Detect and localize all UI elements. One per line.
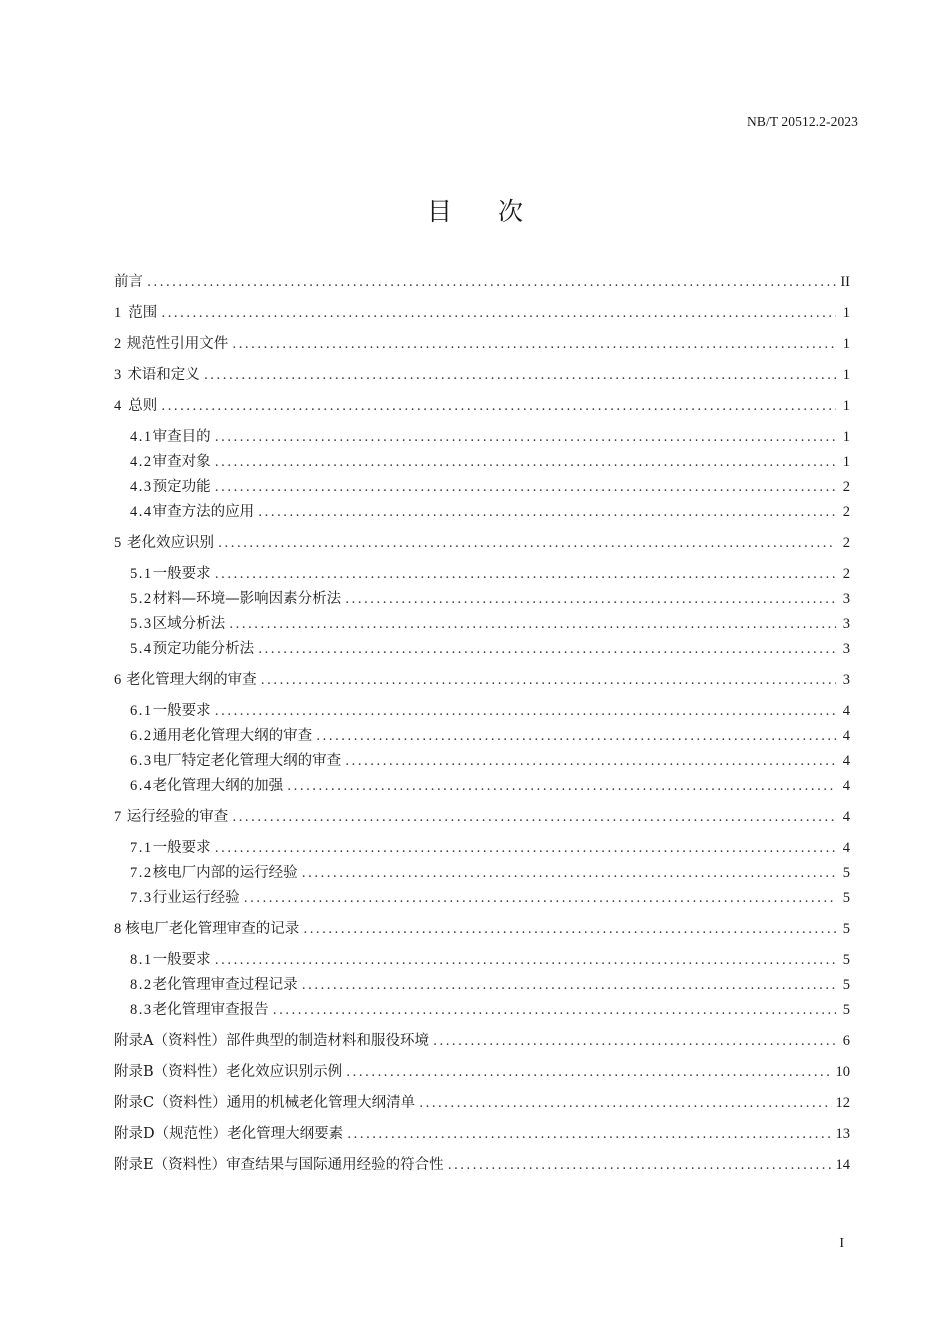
toc-entry-title: 前言 bbox=[114, 274, 143, 290]
toc-entry[interactable] bbox=[130, 751, 850, 771]
toc-page-number: 5 bbox=[842, 952, 850, 968]
toc-section-number: 5.2 bbox=[130, 591, 153, 607]
toc-page-number: 3 bbox=[842, 641, 850, 657]
toc-page-number: 1 bbox=[842, 336, 850, 352]
toc-section-number: 8.2 bbox=[130, 977, 153, 993]
toc-section-number: 2 bbox=[114, 336, 122, 352]
toc-page-number: 12 bbox=[835, 1095, 850, 1111]
toc-dot-leader bbox=[302, 976, 836, 996]
toc-dot-leader bbox=[258, 640, 836, 660]
toc-entry-title: 审查结果与国际通用经验的符合性 bbox=[226, 1157, 444, 1173]
toc-entry-title: 通用老化管理大纲的审查 bbox=[152, 728, 313, 744]
toc-page-number: 13 bbox=[835, 1126, 850, 1142]
toc-section-number: 6.2 bbox=[130, 728, 153, 744]
toc-entry-title: 电厂特定老化管理大纲的审查 bbox=[152, 753, 342, 769]
toc-page-number: 4 bbox=[842, 778, 850, 794]
toc-section-number: 4.4 bbox=[130, 504, 153, 520]
toc-section-number: 5.4 bbox=[130, 641, 153, 657]
toc-entry[interactable] bbox=[114, 807, 850, 827]
toc-dot-leader bbox=[215, 702, 836, 722]
toc-page-number: 4 bbox=[842, 753, 850, 769]
toc-entry[interactable] bbox=[130, 614, 850, 634]
toc-section-number: 1 bbox=[114, 305, 122, 321]
toc-annex-label: 附录C（资料性） bbox=[114, 1095, 227, 1111]
toc-entry-title: 行业运行经验 bbox=[152, 890, 240, 906]
toc-section-number: 5 bbox=[114, 535, 122, 551]
toc-page-number: 5 bbox=[842, 865, 850, 881]
page-title bbox=[0, 192, 950, 228]
toc-entry-title: 总则 bbox=[128, 398, 158, 414]
toc-entry-title: 核电厂老化管理审查的记录 bbox=[125, 921, 300, 937]
toc-entry-title: 规范性引用文件 bbox=[126, 336, 229, 352]
toc-page-number: 3 bbox=[842, 616, 850, 632]
toc-entry-title: 老化效应识别示例 bbox=[226, 1064, 343, 1080]
toc-entry[interactable] bbox=[130, 950, 850, 970]
title-char-2: 次 bbox=[498, 197, 524, 226]
toc-page-number: 3 bbox=[842, 591, 850, 607]
toc-dot-leader bbox=[232, 335, 836, 355]
toc-page-number: 14 bbox=[835, 1157, 850, 1173]
toc-entry[interactable] bbox=[130, 776, 850, 796]
toc-section-number: 6.4 bbox=[130, 778, 153, 794]
toc-entry[interactable] bbox=[130, 639, 850, 659]
toc-entry-title: 审查方法的应用 bbox=[152, 504, 255, 520]
toc-page-number: 2 bbox=[842, 535, 850, 551]
toc-dot-leader bbox=[273, 1001, 836, 1021]
toc-dot-leader bbox=[161, 397, 836, 417]
toc-entry-title: 老化管理审查报告 bbox=[152, 1002, 269, 1018]
toc-dot-leader bbox=[419, 1094, 831, 1114]
toc-entry[interactable] bbox=[130, 863, 850, 883]
toc-section-number: 7 bbox=[114, 809, 122, 825]
toc-entry[interactable] bbox=[114, 1155, 850, 1175]
toc-dot-leader bbox=[232, 808, 836, 828]
toc-page-number: II bbox=[840, 274, 850, 290]
toc-entry[interactable] bbox=[114, 272, 850, 292]
toc-section-number: 7.1 bbox=[130, 840, 153, 856]
toc-page-number: 5 bbox=[842, 921, 850, 937]
toc-dot-leader bbox=[316, 727, 836, 747]
toc-dot-leader bbox=[215, 565, 836, 585]
toc-section-number: 6.1 bbox=[130, 703, 153, 719]
toc-entry[interactable] bbox=[114, 1093, 850, 1113]
toc-entry-title: 审查对象 bbox=[152, 454, 211, 470]
footer-page-number: I bbox=[839, 1236, 844, 1251]
toc-entry-title: 通用的机械老化管理大纲清单 bbox=[226, 1095, 416, 1111]
toc-entry-title: 一般要求 bbox=[152, 840, 211, 856]
toc-entry[interactable] bbox=[114, 533, 850, 553]
toc-entry[interactable] bbox=[130, 838, 850, 858]
toc-section-number: 4.3 bbox=[130, 479, 153, 495]
toc-entry[interactable] bbox=[114, 334, 850, 354]
toc-section-number: 8.3 bbox=[130, 1002, 153, 1018]
toc-section-number: 7.2 bbox=[130, 865, 153, 881]
toc-entry[interactable] bbox=[130, 452, 850, 472]
toc-page-number: 1 bbox=[842, 454, 850, 470]
toc-page-number: 1 bbox=[842, 398, 850, 414]
toc-entry[interactable] bbox=[114, 1031, 850, 1051]
toc-dot-leader bbox=[229, 615, 836, 635]
toc-dot-leader bbox=[448, 1156, 832, 1176]
toc-dot-leader bbox=[258, 503, 836, 523]
toc-entry[interactable] bbox=[114, 919, 850, 939]
toc-entry-title: 核电厂内部的运行经验 bbox=[152, 865, 298, 881]
toc-entry[interactable] bbox=[130, 1000, 850, 1020]
toc-page-number: 3 bbox=[842, 672, 850, 688]
toc-entry-title: 预定功能 bbox=[152, 479, 211, 495]
toc-dot-leader bbox=[302, 864, 836, 884]
toc-entry[interactable] bbox=[114, 365, 850, 385]
toc-page-number: 5 bbox=[842, 1002, 850, 1018]
toc-entry-title: 老化管理审查过程记录 bbox=[152, 977, 298, 993]
toc-dot-leader bbox=[215, 428, 836, 448]
toc-entry[interactable] bbox=[114, 670, 850, 690]
toc-entry[interactable] bbox=[114, 303, 850, 323]
toc-section-number: 6 bbox=[114, 672, 122, 688]
toc-entry[interactable] bbox=[130, 975, 850, 995]
toc-dot-leader bbox=[287, 777, 836, 797]
toc-page-number: 4 bbox=[842, 840, 850, 856]
toc-dot-leader bbox=[215, 478, 836, 498]
toc-entry[interactable] bbox=[130, 589, 850, 609]
toc-dot-leader bbox=[218, 534, 836, 554]
toc-section-number: 6.3 bbox=[130, 753, 153, 769]
toc-entry-title: 部件典型的制造材料和服役环境 bbox=[225, 1033, 429, 1049]
toc-entry-title: 一般要求 bbox=[152, 566, 211, 582]
toc-dot-leader bbox=[147, 273, 836, 293]
toc-entry[interactable] bbox=[130, 701, 850, 721]
toc-dot-leader bbox=[433, 1032, 836, 1052]
toc-section-number: 3 bbox=[114, 367, 122, 383]
toc-dot-leader bbox=[161, 304, 836, 324]
toc-entry-title: 一般要求 bbox=[152, 703, 211, 719]
toc-page-number: 2 bbox=[842, 504, 850, 520]
toc-entry-title: 运行经验的审查 bbox=[126, 809, 229, 825]
toc-entry-title: 老化管理大纲要素 bbox=[227, 1126, 344, 1142]
toc-entry-title: 范围 bbox=[128, 305, 158, 321]
toc-section-number: 4.2 bbox=[130, 454, 153, 470]
toc-entry[interactable] bbox=[130, 564, 850, 584]
toc-annex-label: 附录A（资料性） bbox=[114, 1033, 226, 1049]
toc-page-number: 10 bbox=[835, 1064, 850, 1080]
toc-page-number: 2 bbox=[842, 566, 850, 582]
toc-entry[interactable] bbox=[114, 1124, 850, 1144]
title-char-1: 目 bbox=[426, 197, 452, 226]
toc-section-number: 7.3 bbox=[130, 890, 153, 906]
toc-entry-title: 材料—环境—影响因素分析法 bbox=[152, 591, 342, 607]
toc-dot-leader bbox=[215, 453, 836, 473]
toc-section-number: 4.1 bbox=[130, 429, 153, 445]
toc-page-number: 1 bbox=[842, 429, 850, 445]
toc-annex-label: 附录D（规范性） bbox=[114, 1126, 228, 1142]
toc-dot-leader bbox=[215, 951, 836, 971]
toc-dot-leader bbox=[244, 889, 836, 909]
toc-entry-title: 老化管理大纲的加强 bbox=[152, 778, 284, 794]
toc-entry[interactable] bbox=[130, 477, 850, 497]
toc-dot-leader bbox=[204, 366, 836, 386]
toc-entry[interactable] bbox=[114, 396, 850, 416]
toc-entry[interactable] bbox=[130, 502, 850, 522]
toc-section-number: 4 bbox=[114, 398, 122, 414]
document-code: NB/T 20512.2-2023 bbox=[747, 114, 858, 129]
toc-annex-label: 附录B（资料性） bbox=[114, 1064, 227, 1080]
toc-section-number: 5.3 bbox=[130, 616, 153, 632]
toc-dot-leader bbox=[261, 671, 836, 691]
toc-page-number: 1 bbox=[842, 305, 850, 321]
toc-entry-title: 预定功能分析法 bbox=[152, 641, 255, 657]
toc-entry-title: 一般要求 bbox=[152, 952, 211, 968]
toc-page-number: 5 bbox=[842, 977, 850, 993]
toc-section-number: 8 bbox=[114, 921, 122, 937]
toc-dot-leader bbox=[347, 1125, 831, 1145]
toc-entry[interactable] bbox=[130, 888, 850, 908]
toc-section-number: 5.1 bbox=[130, 566, 153, 582]
toc-dot-leader bbox=[303, 920, 836, 940]
toc-entry[interactable] bbox=[130, 427, 850, 447]
toc-section-number: 8.1 bbox=[130, 952, 153, 968]
toc-dot-leader bbox=[346, 1063, 831, 1083]
toc-entry[interactable] bbox=[130, 726, 850, 746]
toc-entry-title: 老化效应识别 bbox=[127, 535, 215, 551]
toc-entry-title: 术语和定义 bbox=[127, 367, 200, 383]
toc-page-number: 4 bbox=[842, 809, 850, 825]
toc-page-number: 5 bbox=[842, 890, 850, 906]
toc-dot-leader bbox=[345, 752, 836, 772]
toc-dot-leader bbox=[345, 590, 836, 610]
toc-page-number: 1 bbox=[842, 367, 850, 383]
toc-annex-label: 附录E（资料性） bbox=[114, 1157, 227, 1173]
toc-entry-title: 审查目的 bbox=[152, 429, 211, 445]
toc-entry-title: 老化管理大纲的审查 bbox=[126, 672, 257, 688]
toc-page-number: 4 bbox=[842, 703, 850, 719]
toc-dot-leader bbox=[215, 839, 836, 859]
toc-entry[interactable] bbox=[114, 1062, 850, 1082]
toc-page-number: 4 bbox=[842, 728, 850, 744]
toc-entry-title: 区域分析法 bbox=[152, 616, 226, 632]
toc-page-number: 2 bbox=[842, 479, 850, 495]
toc-page-number: 6 bbox=[842, 1033, 850, 1049]
